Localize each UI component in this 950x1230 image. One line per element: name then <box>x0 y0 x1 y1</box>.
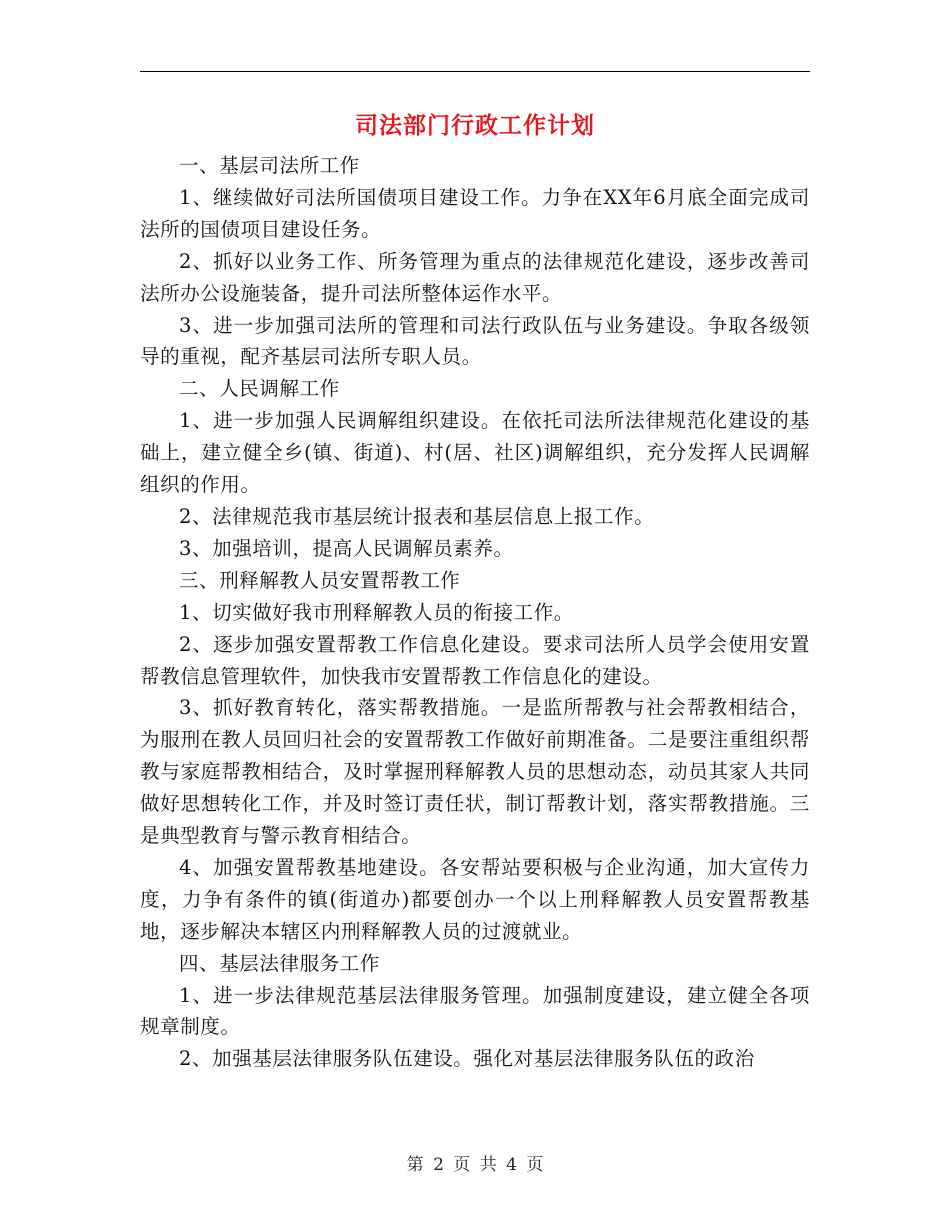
section-heading: 一、基层司法所工作 <box>179 154 360 177</box>
paragraph: 1、进一步加强人民调解组织建设。在依托司法所法律规范化建设的基础上，建立健全乡(镇、街道)、村(居、社区)调解组织，充分发挥人民调解组织的作用。 <box>140 409 810 497</box>
paragraph: 1、进一步法律规范基层法律服务管理。加强制度建设，建立健全各项规章制度。 <box>140 983 810 1039</box>
paragraph: 3、进一步加强司法所的管理和司法行政队伍与业务建设。争取各级领导的重视，配齐基层司法所专职人员。 <box>140 313 810 369</box>
header-rule <box>140 71 810 72</box>
document-title: 司法部门行政工作计划 <box>355 112 595 139</box>
paragraph: 1、继续做好司法所国债项目建设工作。力争在XX年6月底全面完成司法所的国债项目建设任务。 <box>140 185 810 241</box>
section-heading: 三、刑释解教人员安置帮教工作 <box>179 568 461 592</box>
document-body <box>140 150 810 1075</box>
paragraph: 3、抓好教育转化，落实帮教措施。一是监所帮教与社会帮教相结合，为服刑在教人员回归社会的安置帮教工作做好前期准备。二是要注重组织帮教与家庭帮教相结合，及时掌握刑释解教人员的思想动态，动员其家人共同做好思想转化工作，并及时签订责任状，制订帮教计划，落实帮教措施。三是典型教育与警示教育相结合。 <box>140 696 810 848</box>
paragraph: 4、加强安置帮教基地建设。各安帮站要积极与企业沟通，加大宣传力度，力争有条件的镇(街道办)都要创办一个以上刑释解教人员安置帮教基地，逐步解决本辖区内刑释解教人员的过渡就业。 <box>140 855 810 943</box>
paragraph: 2、法律规范我市基层统计报表和基层信息上报工作。 <box>179 504 655 528</box>
page-footer: 第 2 页 共 4 页 <box>406 1155 544 1175</box>
paragraph: 1、切实做好我市刑释解教人员的衔接工作。 <box>179 600 574 624</box>
paragraph: 2、逐步加强安置帮教工作信息化建设。要求司法所人员学会使用安置帮教信息管理软件，加快我市安置帮教工作信息化的建设。 <box>140 632 810 688</box>
paragraph: 3、加强培训，提高人民调解员素养。 <box>179 536 514 560</box>
paragraph: 2、抓好以业务工作、所务管理为重点的法律规范化建设，逐步改善司法所办公设施装备，提升司法所整体运作水平。 <box>140 249 810 305</box>
paragraph: 2、加强基层法律服务队伍建设。强化对基层法律服务队伍的政治 <box>179 1047 755 1071</box>
section-heading: 四、基层法律服务工作 <box>179 951 381 975</box>
section-heading: 二、人民调解工作 <box>179 377 340 401</box>
